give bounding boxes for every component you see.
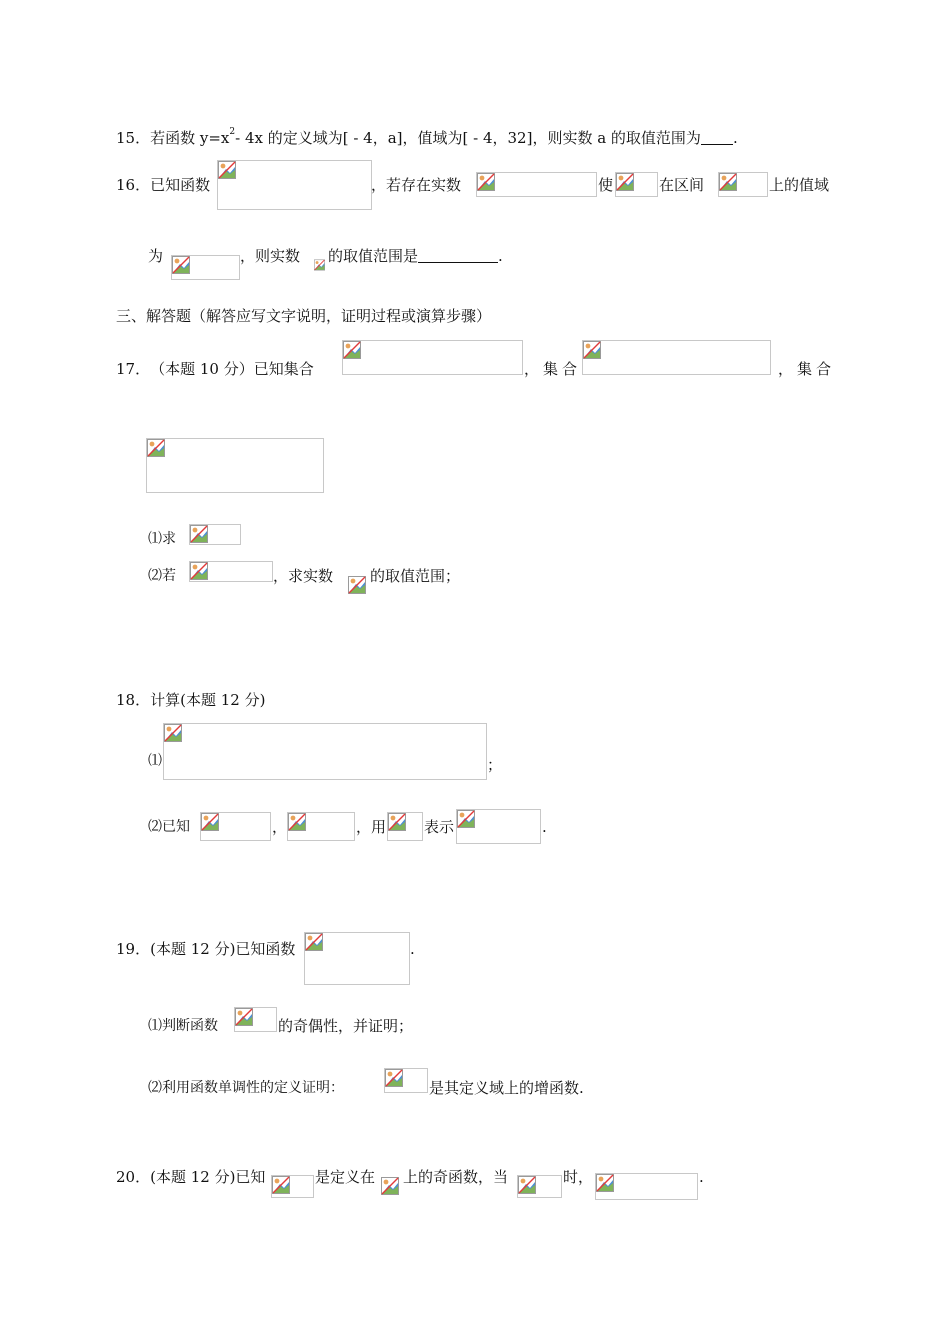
broken-image-icon (583, 341, 601, 359)
question-text: 使 (598, 176, 614, 194)
question-number: 16． (116, 176, 151, 194)
sub-question-1: ⑴判断函数 (148, 1018, 218, 1034)
broken-image-icon (616, 173, 634, 191)
formula-image (582, 340, 771, 375)
formula-image (595, 1173, 698, 1200)
formula-image (314, 258, 327, 277)
broken-image-icon (172, 256, 190, 274)
formula-image (287, 812, 355, 841)
question-text: 是其定义域上的增函数. (429, 1079, 584, 1097)
formula-image (348, 576, 368, 593)
formula-image (234, 1007, 277, 1032)
question-number: 20． (116, 1168, 151, 1186)
question-text: 为 (148, 247, 164, 265)
question-text: ，则实数 (240, 247, 301, 265)
question-text: 计算(本题 12 分) (150, 691, 266, 709)
broken-image-icon (388, 813, 406, 831)
question-number: 19． (116, 940, 151, 958)
question-20 (116, 1167, 265, 1187)
formula-image (146, 438, 324, 493)
formula-image (718, 172, 768, 197)
period: . (732, 129, 738, 147)
broken-image-icon (201, 813, 219, 831)
question-16 (116, 175, 210, 195)
period: . (498, 247, 503, 265)
question-text: 的取值范围； (370, 567, 461, 585)
sub-question-1: ⑴求 (148, 531, 176, 547)
formula-image (189, 524, 241, 545)
formula-image (615, 172, 658, 197)
question-number: 18． (116, 691, 151, 709)
question-17 (116, 359, 314, 379)
broken-image-icon (272, 1176, 290, 1194)
broken-image-icon (596, 1174, 614, 1192)
broken-image-icon (190, 562, 208, 580)
semicolon: ； (487, 756, 503, 774)
answer-blank[interactable] (418, 246, 498, 263)
broken-image-icon (314, 258, 325, 272)
formula-image (517, 1175, 562, 1198)
formula-image (387, 812, 423, 841)
question-text: 上的值域 (769, 176, 830, 194)
broken-image-icon (190, 525, 208, 543)
broken-image-icon (719, 173, 737, 191)
period: . (410, 940, 415, 958)
question-text: （本题 10 分）已知集合 (150, 360, 314, 378)
question-18 (116, 690, 265, 710)
formula-image (200, 812, 271, 841)
answer-blank[interactable] (701, 128, 733, 145)
question-text: ，集合 (524, 360, 582, 378)
broken-image-icon (164, 724, 182, 742)
broken-image-icon (343, 341, 361, 359)
question-19 (116, 939, 295, 959)
question-number: 15． (116, 129, 151, 147)
broken-image-icon (218, 161, 236, 179)
question-text: 的取值范围是 (328, 247, 419, 265)
comma: ， (272, 818, 288, 836)
formula-image (271, 1175, 314, 1198)
broken-image-icon (348, 576, 366, 594)
sub-question-2: ⑵利用函数单调性的定义证明： (148, 1080, 344, 1096)
sub-question-2: ⑵若 (148, 568, 176, 584)
formula-image (163, 723, 487, 780)
question-text: (本题 12 分)已知函数 (150, 940, 296, 958)
broken-image-icon (477, 173, 495, 191)
formula-image (189, 561, 273, 582)
question-text: 表示 (424, 818, 455, 836)
broken-image-icon (457, 810, 475, 828)
broken-image-icon (235, 1008, 253, 1026)
broken-image-icon (385, 1069, 403, 1087)
formula-image (381, 1177, 402, 1197)
broken-image-icon (518, 1176, 536, 1194)
period: . (542, 818, 547, 836)
period: . (699, 1168, 704, 1186)
broken-image-icon (381, 1177, 399, 1195)
formula-image (171, 255, 240, 280)
question-text: ，用 (356, 818, 387, 836)
question-text: 在区间 (659, 176, 705, 194)
formula-image (456, 809, 541, 844)
section-heading: 三、解答题（解答应写文字说明，证明过程或演算步骤） (116, 307, 492, 325)
question-text: 已知函数 (150, 176, 211, 194)
question-text: 上的奇函数，当 (403, 1168, 509, 1186)
question-text-line (328, 246, 503, 266)
question-15: 15． 若函数 y=x $^2$ - 4x 的定义域为[ - 4，a]，值域为[ - 4，32]，则实数 a 的取值范围为 . (116, 127, 738, 147)
formula-image (384, 1068, 428, 1093)
formula-image (217, 160, 372, 210)
question-text: ，集合 (778, 360, 836, 378)
formula-image (476, 172, 597, 197)
sub-question-2: ⑵已知 (148, 819, 190, 835)
formula-image (342, 340, 523, 375)
question-text: 时， (563, 1168, 594, 1186)
sub-question-1: ⑴ (148, 753, 162, 769)
question-number: 17． (116, 360, 151, 378)
question-text: 是定义在 (315, 1168, 376, 1186)
question-text: 的奇偶性，并证明； (278, 1017, 414, 1035)
question-text: 若函数 y=x (150, 129, 230, 147)
question-text: ，若存在实数 (371, 176, 462, 194)
broken-image-icon (147, 439, 165, 457)
question-text: ，求实数 (273, 567, 334, 585)
formula-image (304, 932, 410, 985)
broken-image-icon (288, 813, 306, 831)
broken-image-icon (305, 933, 323, 951)
question-text: - 4x 的定义域为[ - 4，a]，值域为[ - 4，32]，则实数 a 的取值范围为 (235, 129, 701, 147)
question-text: (本题 12 分)已知 (150, 1168, 266, 1186)
